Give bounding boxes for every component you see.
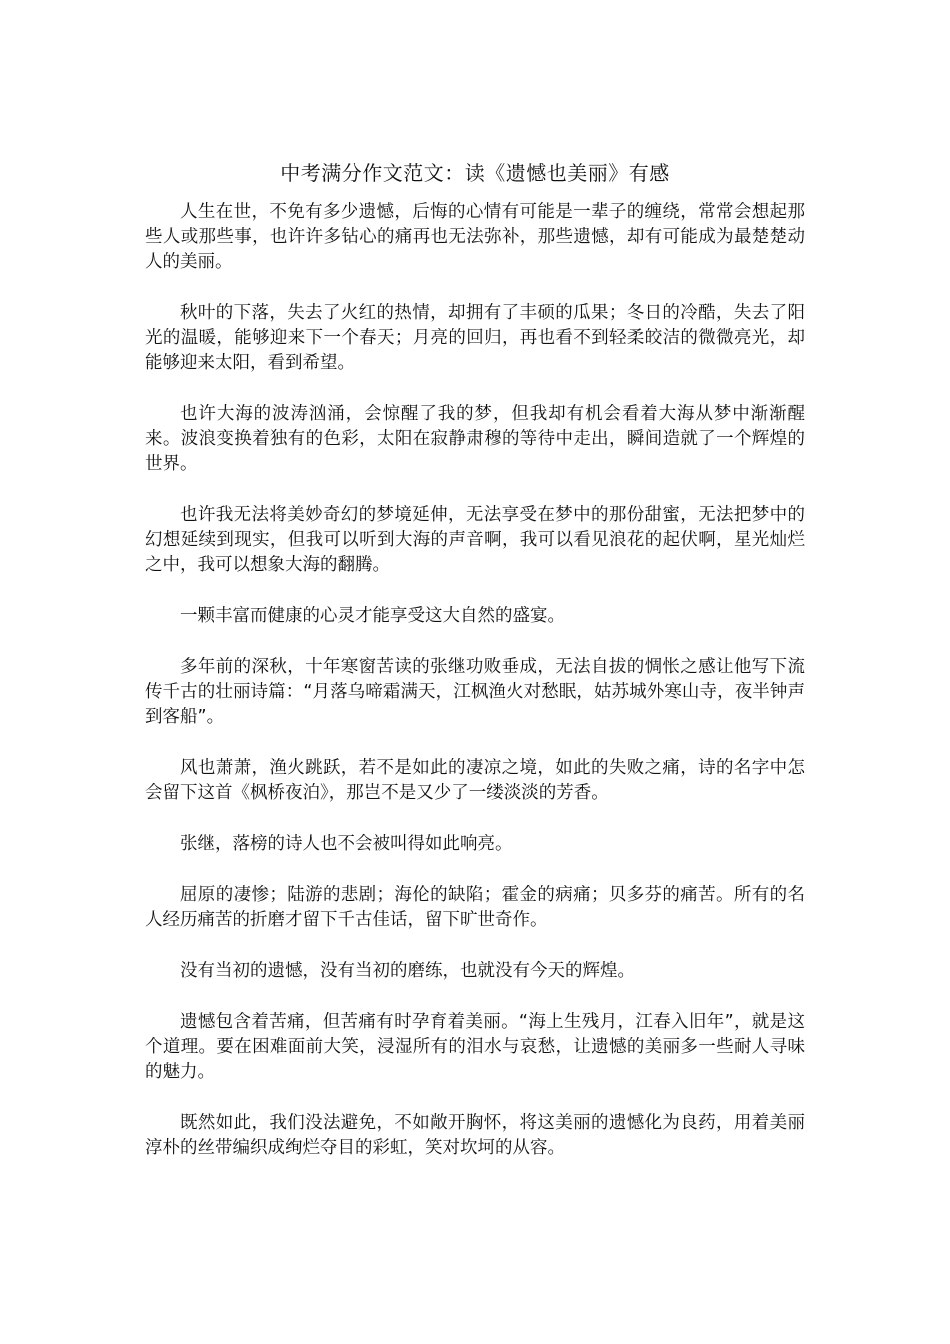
paragraph: 张继，落榜的诗人也不会被叫得如此响亮。 (180, 834, 513, 854)
paragraph: 秋叶的下落，失去了火红的热情，却拥有了丰硕的瓜果；冬日的冷酷，失去了阳光的温暖，能够迎来下一个春天；月亮的回归，再也看不到轻柔皎洁的微微亮光，却能够迎来太阳，看到希望。 (145, 303, 805, 373)
paragraph: 没有当初的遗憾，没有当初的磨练，也就没有今天的辉煌。 (180, 961, 635, 981)
paragraph: 也许我无法将美妙奇幻的梦境延伸，无法享受在梦中的那份甜蜜，无法把梦中的幻想延续到现实，但我可以听到大海的声音啊，我可以看见浪花的起伏啊，星光灿烂之中，我可以想象大海的翻腾。 (145, 505, 805, 575)
paragraph: 也许大海的波涛汹涌，会惊醒了我的梦，但我却有机会看着大海从梦中渐渐醒来。波浪变换着独有的色彩，太阳在寂静肃穆的等待中走出，瞬间造就了一个辉煌的世界。 (145, 404, 805, 474)
paragraph: 一颗丰富而健康的心灵才能享受这大自然的盛宴。 (180, 606, 565, 626)
paragraph: 风也萧萧，渔火跳跃，若不是如此的凄凉之境，如此的失败之痛，诗的名字中怎会留下这首《枫桥夜泊》，那岂不是又少了一缕淡淡的芳香。 (145, 758, 805, 803)
paragraph: 人生在世，不免有多少遗憾，后悔的心情有可能是一辈子的缠绕，常常会想起那些人或那些事，也许许多钻心的痛再也无法弥补，那些遗憾，却有可能成为最楚楚动人的美丽。 (145, 202, 805, 272)
paragraph: 遗憾包含着苦痛，但苦痛有时孕育着美丽。“海上生残月，江春入旧年”，就是这个道理。要在困难面前大笑，浸湿所有的泪水与哀愁，让遗憾的美丽多一些耐人寻味的魅力。 (145, 1012, 805, 1082)
document-body (145, 200, 805, 1187)
paragraph: 多年前的深秋，十年寒窗苦读的张继功败垂成，无法自拔的惆怅之感让他写下流传千古的壮丽诗篇：“月落乌啼霜满天，江枫渔火对愁眠，姑苏城外寒山寺，夜半钟声到客船”。 (145, 657, 805, 727)
paragraph: 屈原的凄惨；陆游的悲剧；海伦的缺陷；霍金的病痛；贝多芬的痛苦。所有的名人经历痛苦的折磨才留下千古佳话，留下旷世奇作。 (145, 885, 805, 930)
paragraph: 既然如此，我们没法避免，不如敞开胸怀，将这美丽的遗憾化为良药，用着美丽淳朴的丝带编织成绚烂夺目的彩虹，笑对坎坷的从容。 (145, 1113, 805, 1158)
document-title: 中考满分作文范文：读《遗憾也美丽》有感 (280, 161, 670, 185)
